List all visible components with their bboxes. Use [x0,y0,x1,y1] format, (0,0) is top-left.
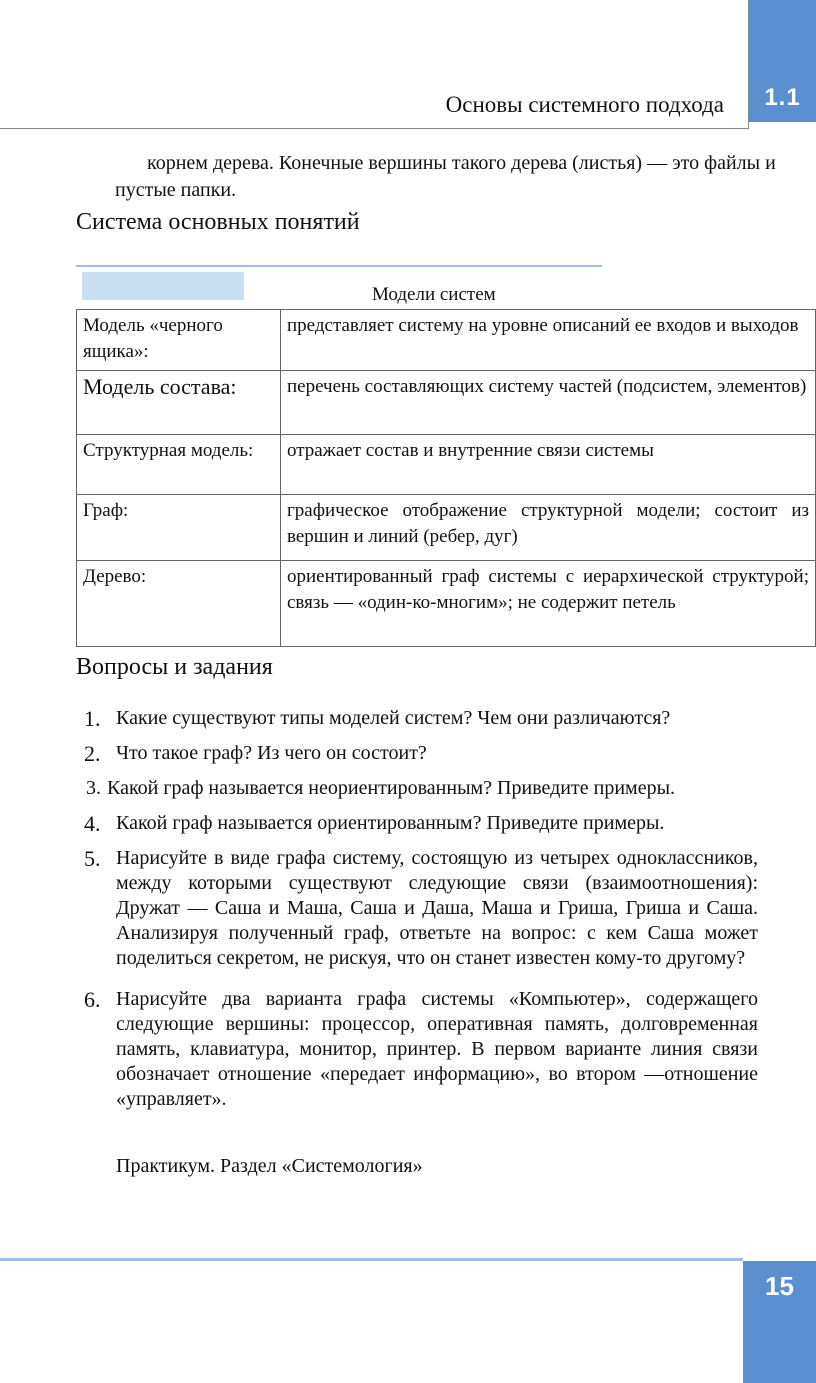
concepts-heading: Система основных понятий [76,209,360,235]
definition-cell: представляет систему на уровне описаний ее входов и выходов [281,310,816,371]
header-divider [0,128,748,129]
definition-cell: перечень составляющих систему частей (подсистем, элементов) [281,371,816,435]
decorative-rule [76,265,602,267]
item-text: Какие существуют типы моделей систем? Чем они различаются? [116,707,671,729]
list-item [84,987,758,1112]
running-header-title: Основы системного подхода [445,92,724,117]
item-text: Какой граф называется неориентированным? Приведите примеры. [107,777,676,799]
item-number: 1. [84,706,101,731]
footer-rule [0,1258,743,1261]
list-item [86,776,758,801]
table-row [77,561,816,647]
term-cell: Структурная модель: [77,435,281,495]
term-cell: Граф: [77,495,281,561]
table-row [77,435,816,495]
decorative-label-box [82,272,244,300]
item-text: Какой граф называется ориентированным? Приведите примеры. [116,812,665,834]
definition-cell: ориентированный граф системы с иерархической структурой; связь — «один-ко-многим»; не содержит петель [281,561,816,647]
table-row [77,495,816,561]
item-text: Нарисуйте в виде графа систему, состоящую из четырех одноклассников, между которыми существуют следующие связи (взаимоотношения): Дружат — Саша и Маша, Саша и Даша, Маша и Гриша, Гриша и Саша. Анализируя полученный граф, ответьте на вопрос: с кем Саша может поделиться секретом, не рискуя, что он станет известен кому-то другому? [116,847,758,969]
list-item [84,741,758,766]
definition-cell: отражает состав и внутренние связи системы [281,435,816,495]
section-tab [749,0,816,122]
item-number: 5. [84,846,101,871]
section-tab-label: 1.1 [764,84,801,111]
questions-heading: Вопросы и задания [76,654,273,680]
list-item [84,811,758,836]
header-divider-vertical [748,0,749,129]
questions-list [84,706,758,1122]
term-cell: Модель состава: [77,371,281,435]
item-number: 4. [84,811,101,836]
list-item [84,846,758,971]
item-text: Что такое граф? Из чего он состоит? [116,742,427,764]
concepts-table [76,309,816,647]
table-row [77,310,816,371]
table-row [77,371,816,435]
intro-paragraph: корнем дерева. Конечные вершины такого дерева (листья) — это файлы и пустые папки. [115,152,776,201]
table-caption: Модели систем [372,284,496,305]
practicum-reference: Практикум. Раздел «Системология» [116,1155,423,1177]
item-number: 2. [84,741,101,766]
list-item [84,706,758,731]
term-cell: Дерево: [77,561,281,647]
page-number: 15 [765,1271,794,1301]
item-number: 3. [86,777,101,799]
definition-cell: графическое отображение структурной модели; состоит из вершин и линий (ребер, дуг) [281,495,816,561]
item-text: Нарисуйте два варианта графа системы «Компьютер», содержащего следующие вершины: процессор, оперативная память, долговременная память, клавиатура, монитор, принтер. В первом варианте линия связи обозначает отношение «передает информацию», во втором —отношение «управляет». [116,988,758,1110]
term-cell: Модель «черного ящика»: [77,310,281,371]
page-number-tab [743,1261,816,1383]
item-number: 6. [84,987,101,1012]
